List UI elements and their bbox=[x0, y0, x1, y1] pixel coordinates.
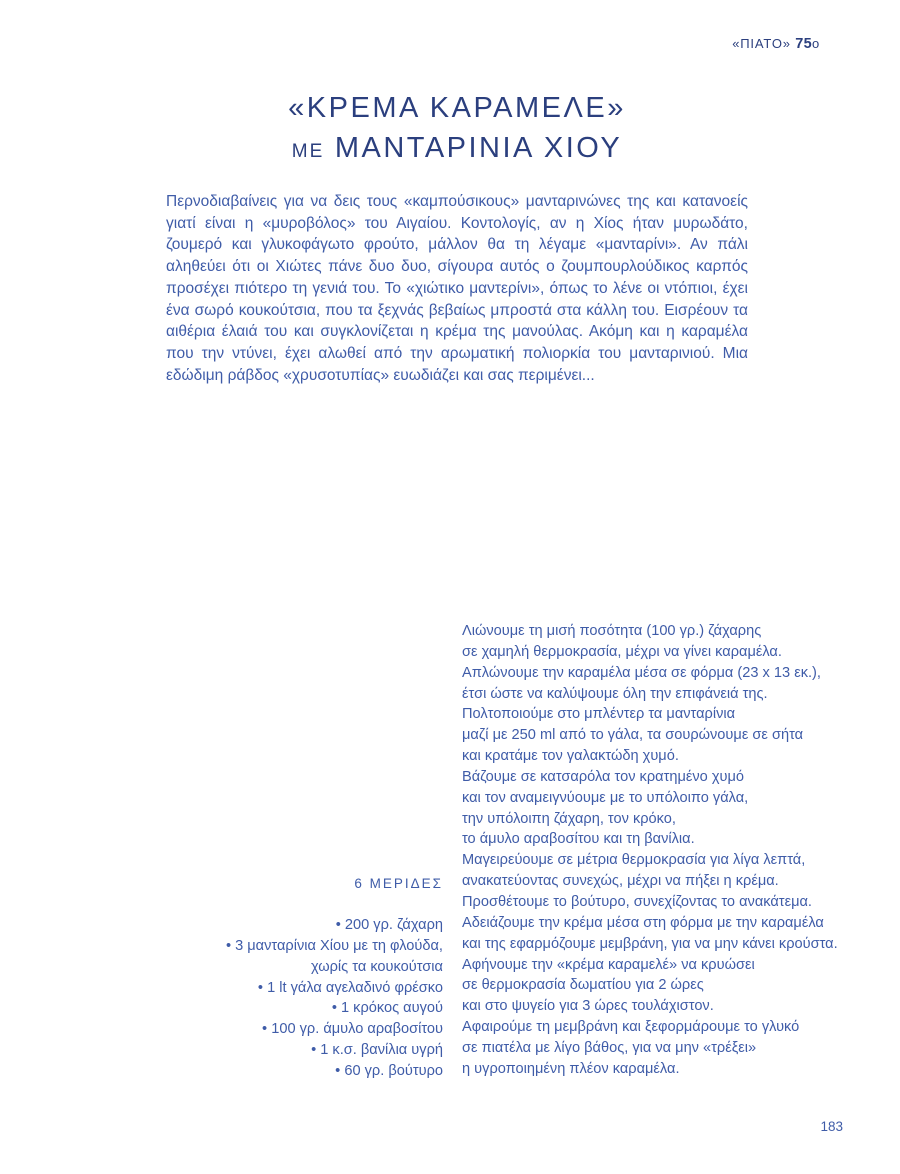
instruction-line: Λιώνουμε τη μισή ποσότητα (100 γρ.) ζάχαρης bbox=[462, 623, 762, 639]
instruction-line: η υγροποιημένη πλέον καραμέλα. bbox=[462, 1060, 680, 1077]
recipe-title-line2-main: ΜΑΝΤΑΡΙΝΙΑ ΧΙΟΥ bbox=[334, 132, 623, 165]
running-head bbox=[732, 36, 820, 52]
instruction-line: σε χαμηλή θερμοκρασία, μέχρι να γίνει καραμέλα. bbox=[462, 643, 782, 660]
instruction-line: Προσθέτουμε το βούτυρο, συνεχίζοντας το ανακάτεμα. bbox=[462, 893, 812, 910]
servings-label: 6 ΜΕΡΙΔΕΣ bbox=[354, 876, 443, 891]
instruction-line: Βάζουμε σε κατσαρόλα τον κρατημένο χυμό bbox=[462, 768, 745, 785]
instruction-line: Αφαιρούμε τη μεμβράνη και ξεφορμάρουμε το γλυκό bbox=[462, 1019, 800, 1036]
instruction-line: την υπόλοιπη ζάχαρη, τον κρόκο, bbox=[462, 810, 676, 827]
running-head-suffix: ο bbox=[811, 36, 820, 51]
running-head-label: «ΠΙΑΤΟ» bbox=[732, 36, 791, 51]
recipe-title-line1: «ΚΡΕΜΑ ΚΑΡΑΜΕΛΕ» bbox=[288, 92, 626, 124]
instruction-line: Απλώνουμε την καραμέλα μέσα σε φόρμα (23 x 13 εκ.), bbox=[462, 664, 821, 681]
ingredient-line: • 1 κρόκος αυγού bbox=[331, 1000, 443, 1017]
recipe-title bbox=[166, 88, 748, 167]
ingredient-line: • 3 μανταρίνια Χίου με τη φλούδα, bbox=[225, 937, 443, 954]
instruction-line: Μαγειρεύουμε σε μέτρια θερμοκρασία για λίγα λεπτά, bbox=[462, 852, 806, 869]
instruction-line: το άμυλο αραβοσίτου και τη βανίλια. bbox=[462, 831, 695, 848]
ingredients-list bbox=[123, 915, 443, 1082]
ingredient-line: χωρίς τα κουκούτσια bbox=[310, 958, 443, 975]
instruction-line: μαζί με 250 ml από το γάλα, τα σουρώνουμε σε σήτα bbox=[462, 727, 804, 744]
instruction-line: Αφήνουμε την «κρέμα καραμελέ» να κρυώσει bbox=[462, 956, 755, 973]
instruction-line: και της εφαρμόζουμε μεμβράνη, για να μην κάνει κρούστα. bbox=[462, 935, 838, 952]
ingredient-line: • 100 γρ. άμυλο αραβοσίτου bbox=[262, 1021, 443, 1038]
instruction-line: ανακατεύοντας συνεχώς, μέχρι να πήξει η κρέμα. bbox=[462, 873, 779, 890]
instruction-line: σε πιατέλα με λίγο βάθος, για να μην «τρέξει» bbox=[462, 1039, 757, 1056]
page-number: 183 bbox=[820, 1119, 843, 1134]
instruction-line: Πολτοποιούμε στο μπλέντερ τα μανταρίνια bbox=[462, 706, 736, 723]
instruction-line: έτσι ώστε να καλύψουμε όλη την επιφάνειά της. bbox=[462, 685, 768, 702]
instructions-column bbox=[462, 621, 852, 1080]
ingredient-line: • 200 γρ. ζάχαρη bbox=[335, 917, 443, 933]
recipe-title-line2 bbox=[166, 129, 748, 167]
instruction-line: και στο ψυγείο για 3 ώρες τουλάχιστον. bbox=[462, 998, 714, 1015]
recipe-title-line2-prefix: ΜΕ bbox=[291, 141, 325, 163]
running-head-number: 75 bbox=[795, 36, 812, 52]
instruction-line: Αδειάζουμε την κρέμα μέσα στη φόρμα με την καραμέλα bbox=[462, 914, 824, 931]
ingredient-line: • 1 lt γάλα αγελαδινό φρέσκο bbox=[257, 979, 443, 996]
instruction-line: σε θερμοκρασία δωματίου για 2 ώρες bbox=[462, 977, 704, 994]
instruction-line: και τον αναμειγνύουμε με το υπόλοιπο γάλα, bbox=[462, 789, 749, 806]
ingredient-line: • 1 κ.σ. βανίλια υγρή bbox=[311, 1042, 443, 1059]
ingredient-line: • 60 γρ. βούτυρο bbox=[335, 1062, 443, 1079]
intro-paragraph: Περνοδιαβαίνεις για να δεις τους «καμπούσικους» μανταρινώνες της και κατανοείς γιατί είναι η «μυροβόλος» του Αιγαίου. Κοντολογίς, αν η Χίος ήταν μυρωδάτο, ζουμερό και γλυκοφάγωτο φρούτο, μάλλον θα τη λέγαμε «μανταρίνι». Αν πάλι αληθεύει ότι οι Χιώτες πάνε δυο δυο, σίγουρα αυτός ο ζουμπουρλούδικος καρπός προσέχει πιότερο τη γενιά του. Το «χιώτικο μαντερίνι», όπως το λένε οι ντόπιοι, έχει ένα σωρό κουκούτσια, που τα ξεχνάς βεβαίως μπροστά στα κάλλη του. Εισρέουν τα αιθέρια έλαιά του και συγκλονίζεται η κρέμα της μανούλας. Ακόμη και η καραμέλα που την ντύνει, έχει αλωθεί από την αρωματική πολιορκία του μανταρινιού. Μια εδώδιμη ράβδος «χρυσοτυπίας» ευωδιάζει και σας περιμένει... bbox=[166, 193, 748, 384]
instruction-line: και κρατάμε τον γαλακτώδη χυμό. bbox=[462, 748, 679, 765]
